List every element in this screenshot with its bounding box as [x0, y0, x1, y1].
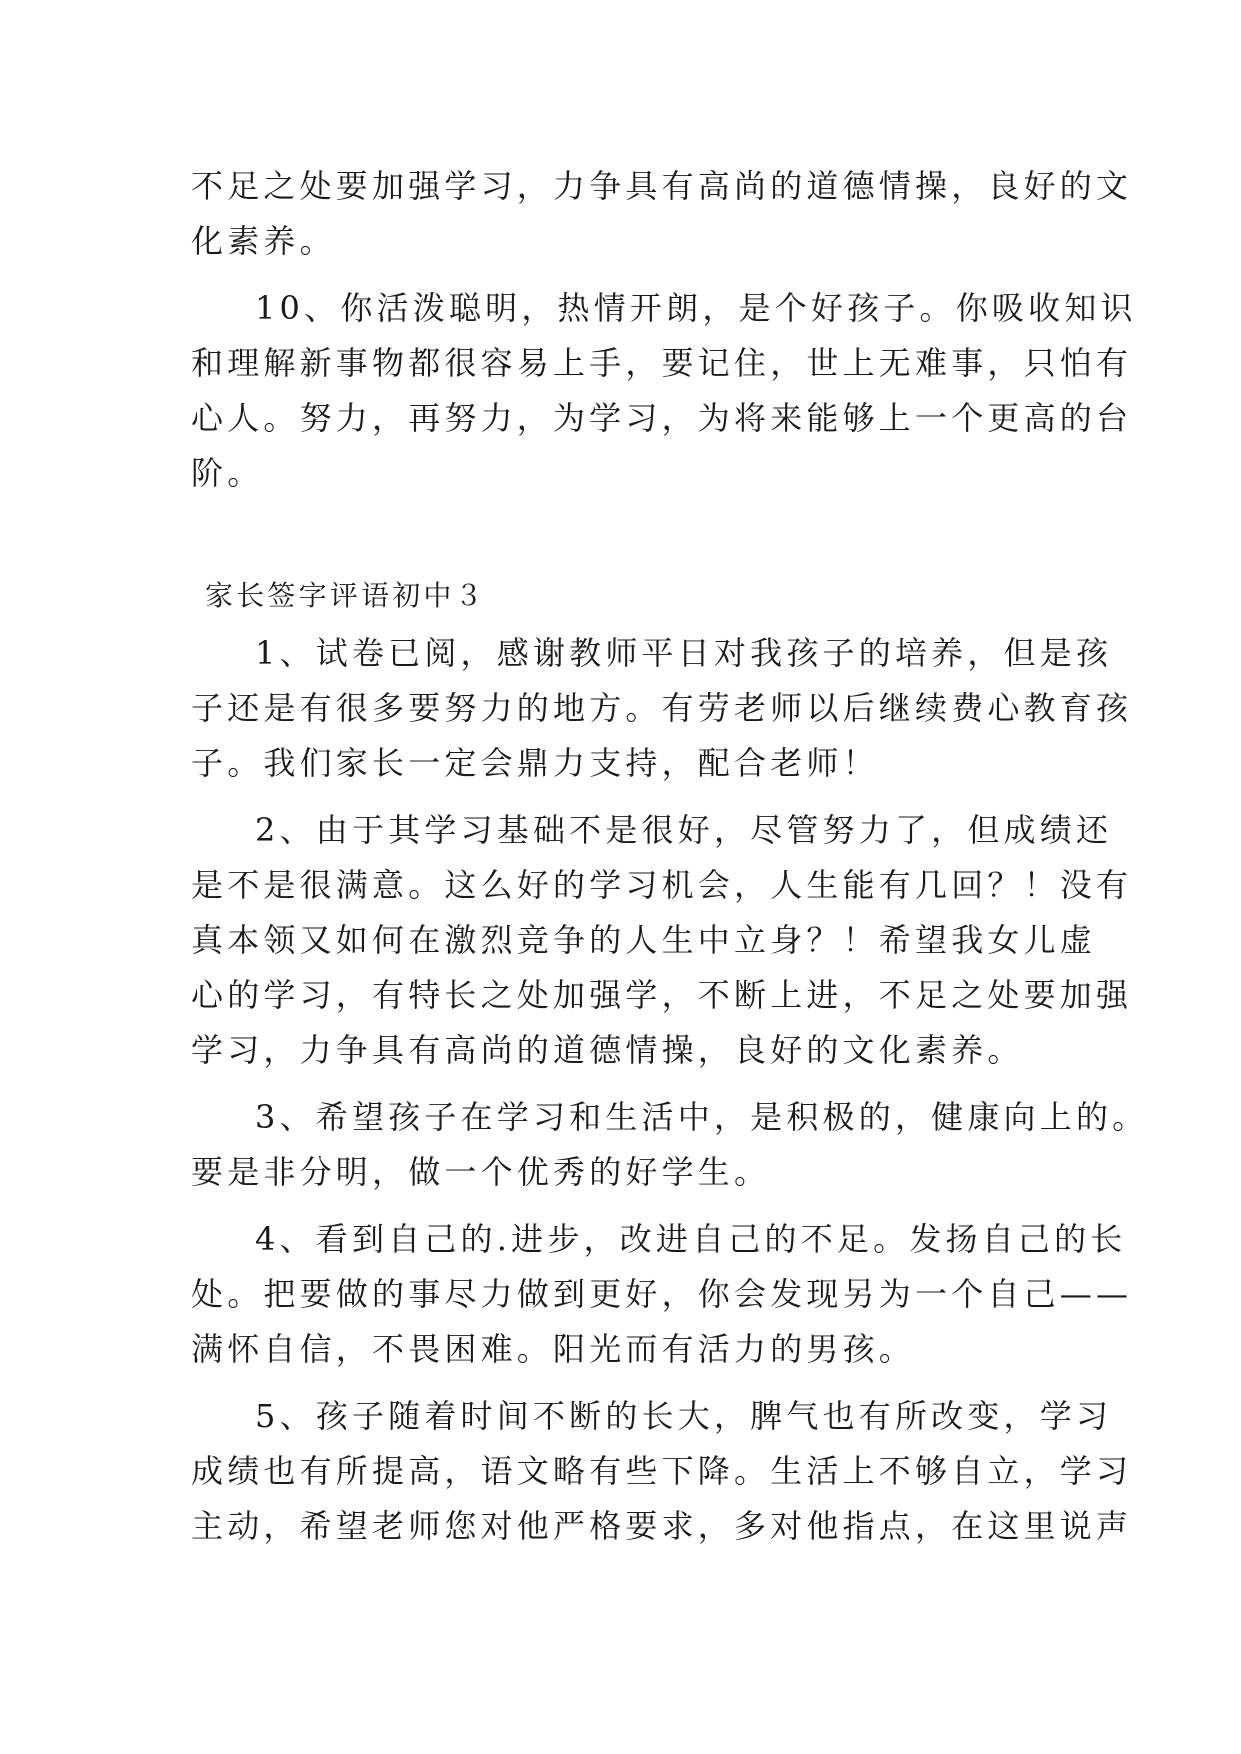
paragraph-line: 4、看到自己的.进步，改进自己的不足。发扬自己的长	[255, 1220, 1127, 1258]
paragraph-line: 10、你活泼聪明，热情开朗，是个好孩子。你吸收知识	[255, 289, 1137, 327]
paragraph-line: 5、孩子随着时间不断的长大，脾气也有所改变，学习	[255, 1397, 1113, 1435]
paragraph-line: 化素养。	[191, 222, 336, 260]
paragraph-line: 是不是很满意。这么好的学习机会，人生能有几回？！没有	[191, 866, 1133, 904]
paragraph-line: 心的学习，有特长之处加强学，不断上进，不足之处要加强	[191, 976, 1133, 1014]
paragraph-line: 学习，力争具有高尚的道德情操，良好的文化素养。	[191, 1031, 1024, 1069]
paragraph-line: 处。把要做的事尽力做到更好，你会发现另为一个自己——	[191, 1275, 1133, 1313]
paragraph-line: 2、由于其学习基础不是很好，尽管努力了，但成绩还	[255, 811, 1113, 849]
paragraph-line: 和理解新事物都很容易上手，要记住，世上无难事，只怕有	[191, 344, 1133, 382]
paragraph-line: 子还是有很多要努力的地方。有劳老师以后继续费心教育孩	[191, 689, 1133, 727]
paragraph-line: 成绩也有所提高，语文略有些下降。生活上不够自立，学习	[191, 1452, 1133, 1490]
paragraph-line: 阶。	[191, 454, 264, 492]
paragraph-line: 3、希望孩子在学习和生活中，是积极的，健康向上的。	[255, 1098, 1149, 1136]
paragraph-line: 1、试卷已阅，感谢教师平日对我孩子的培养，但是孩	[255, 634, 1113, 672]
paragraph-line: 子。我们家长一定会鼎力支持，配合老师！	[191, 744, 879, 782]
paragraph-line: 心人。努力，再努力，为学习，为将来能够上一个更高的台	[191, 399, 1133, 437]
paragraph-line: 主动，希望老师您对他严格要求，多对他指点，在这里说声	[191, 1507, 1133, 1545]
paragraph-line: 要是非分明，做一个优秀的好学生。	[191, 1153, 771, 1191]
paragraph-line: 真本领又如何在激烈竞争的人生中立身？！希望我女儿虚	[191, 921, 1097, 959]
paragraph-line: 不足之处要加强学习，力争具有高尚的道德情操，良好的文	[191, 167, 1133, 205]
section-title: 家长签字评语初中３	[205, 579, 486, 612]
paragraph-line: 满怀自信，不畏困难。阳光而有活力的男孩。	[191, 1330, 916, 1368]
